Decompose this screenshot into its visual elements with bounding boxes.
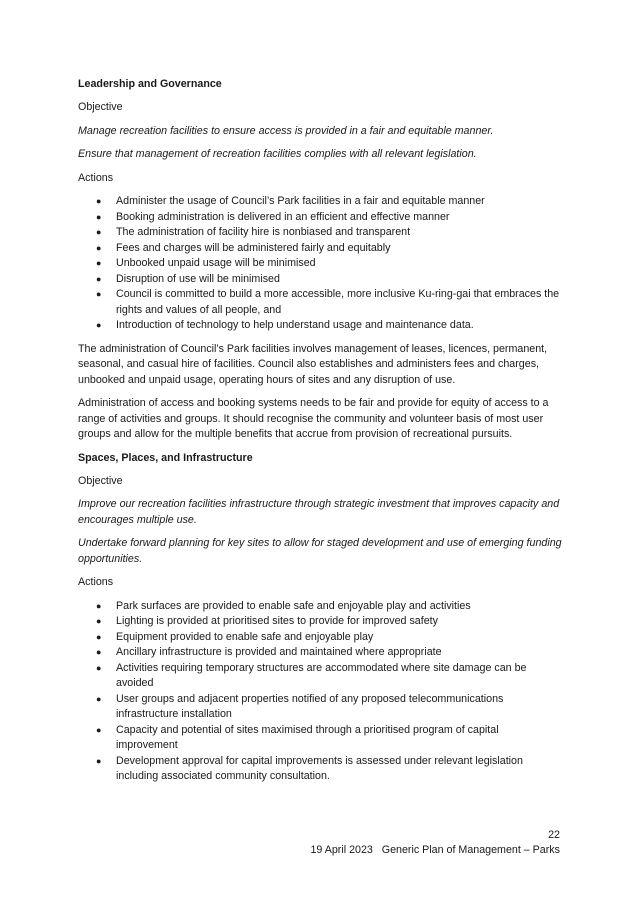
list-item-text: Capacity and potential of sites maximised through a prioritised program of capital improvement <box>116 723 499 751</box>
body-paragraph: Administration of access and booking systems needs to be fair and provide for equity of access to a range of activities and groups. It should recognise the community and volunteer basis of most user groups and allow for the multiple benefits that accrue from provision of recreational pursuits. <box>78 397 549 440</box>
bullet-icon: ● <box>96 693 102 704</box>
actions-list <box>78 599 562 785</box>
list-item <box>78 661 562 692</box>
bullet-icon: ● <box>96 227 102 237</box>
objective-label: Objective <box>78 474 123 487</box>
section-heading: Leadership and Governance <box>78 78 222 90</box>
list-item <box>78 614 562 630</box>
objective-text: Manage recreation facilities to ensure access is provided in a fair and equitable manner. <box>78 124 494 137</box>
list-item-text: Unbooked unpaid usage will be minimised <box>116 257 316 269</box>
list-item <box>78 241 562 257</box>
list-item-text: Disruption of use will be minimised <box>116 272 280 285</box>
bullet-icon: ● <box>96 616 102 626</box>
actions-label: Actions <box>78 171 114 184</box>
footer-date: 19 April 2023 <box>310 844 373 856</box>
actions-list <box>78 194 562 334</box>
list-item-text: Booking administration is delivered in an efficient and effective manner <box>116 210 450 223</box>
list-item-text: The administration of facility hire is nonbiased and transparent <box>116 226 411 238</box>
spaces-places-infrastructure-section <box>78 451 562 785</box>
list-item <box>78 194 562 210</box>
list-item <box>78 599 562 615</box>
list-item <box>78 287 562 318</box>
list-item-text: Equipment provided to enable safe and enjoyable play <box>116 630 374 643</box>
section-heading: Spaces, Places, and Infrastructure <box>78 451 253 464</box>
document-page <box>78 77 562 793</box>
footer-line <box>310 843 560 858</box>
leadership-governance-section <box>78 77 562 443</box>
list-item <box>78 645 562 661</box>
bullet-icon: ● <box>96 196 102 206</box>
bullet-icon: ● <box>96 289 102 299</box>
list-item <box>78 630 562 646</box>
bullet-icon: ● <box>96 662 102 673</box>
list-item-text: Fees and charges will be administered fairly and equitably <box>116 241 391 254</box>
list-item-text: Administer the usage of Council’s Park facilities in a fair and equitable manner <box>116 195 485 207</box>
page-footer <box>310 828 560 858</box>
objective-label: Objective <box>78 101 123 113</box>
objective-text: Improve our recreation facilities infrastructure through strategic investment that improves capacity and encourages multiple use. <box>78 498 560 526</box>
bullet-icon: ● <box>96 258 102 268</box>
list-item-text: Ancillary infrastructure is provided and maintained where appropriate <box>116 646 442 658</box>
list-item <box>78 272 562 288</box>
list-item <box>78 318 562 334</box>
bullet-icon: ● <box>96 320 102 330</box>
actions-label: Actions <box>78 576 114 588</box>
bullet-icon: ● <box>96 755 102 766</box>
list-item-text: Activities requiring temporary structures are accommodated where site damage can be avoided <box>116 661 527 689</box>
bullet-icon: ● <box>96 242 102 253</box>
objective-text: Ensure that management of recreation facilities complies with all relevant legislation. <box>78 148 477 160</box>
bullet-icon: ● <box>96 647 102 657</box>
list-item <box>78 225 562 241</box>
bullet-icon: ● <box>96 211 102 222</box>
list-item <box>78 754 562 785</box>
page-number: 22 <box>548 829 560 841</box>
list-item <box>78 256 562 272</box>
bullet-icon: ● <box>96 724 102 735</box>
list-item-text: Park surfaces are provided to enable safe and enjoyable play and activities <box>116 599 471 612</box>
list-item-text: Introduction of technology to help understand usage and maintenance data. <box>116 319 474 331</box>
bullet-icon: ● <box>96 600 102 611</box>
bullet-icon: ● <box>96 631 102 642</box>
objective-text: Undertake forward planning for key sites to allow for staged development and use of emerging funding opportunities. <box>78 537 562 565</box>
list-item-text: Lighting is provided at prioritised sites to provide for improved safety <box>116 615 438 627</box>
list-item-text: User groups and adjacent properties notified of any proposed telecommunications infrastructure installation <box>116 692 504 720</box>
body-paragraph: The administration of Council’s Park facilities involves management of leases, licences, permanent, seasonal, and casual hire of facilities. Council also establishes and administers fees and charges, unbooked and unpaid usage, operating hours of sites and any disruption of use. <box>78 342 548 386</box>
list-item <box>78 210 562 226</box>
list-item <box>78 692 562 723</box>
list-item <box>78 723 562 754</box>
list-item-text: Development approval for capital improvements is assessed under relevant legislation including associated community consultation. <box>116 754 523 782</box>
list-item-text: Council is committed to build a more accessible, more inclusive Ku-ring-gai that embraces the rights and values of all people, and <box>116 288 560 316</box>
bullet-icon: ● <box>96 273 102 284</box>
footer-document-title: Generic Plan of Management – Parks <box>381 844 560 856</box>
